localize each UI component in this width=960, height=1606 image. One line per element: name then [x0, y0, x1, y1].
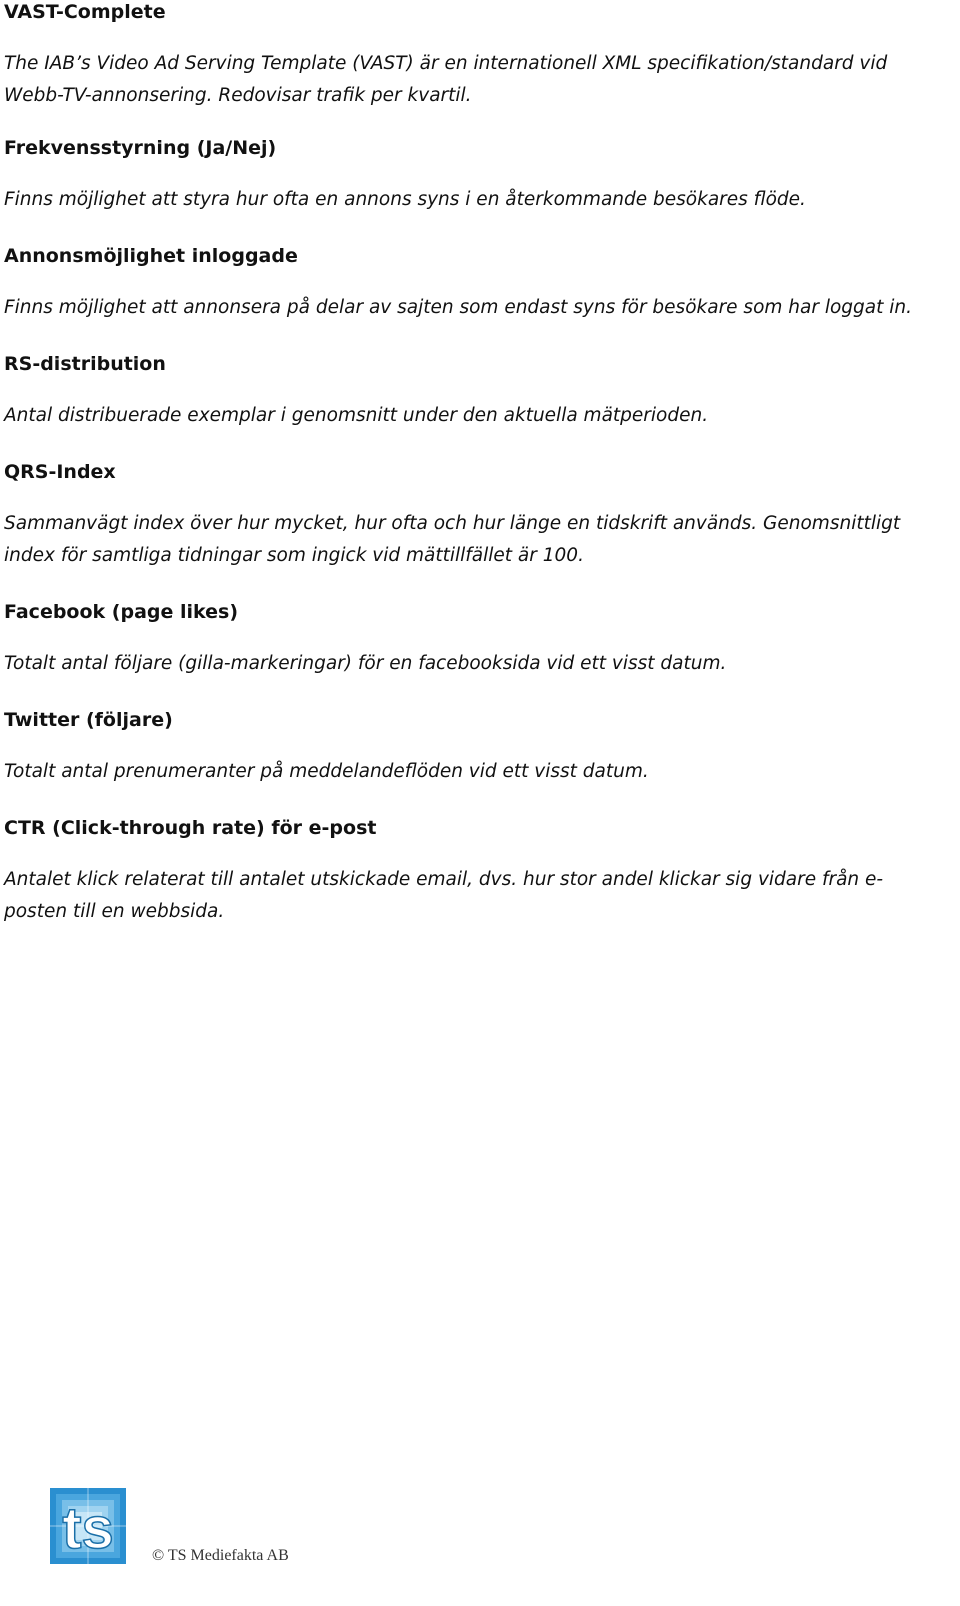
glossary-entry	[4, 816, 944, 928]
entry-definition: Antalet klick relaterat till antalet utskickade email, dvs. hur stor andel klickar sig vidare från e-posten till en webbsida.	[4, 869, 884, 922]
glossary	[4, 0, 944, 928]
entry-term: Annonsmöjlighet inloggade	[4, 245, 298, 267]
entry-definition: Totalt antal följare (gilla-markeringar) för en facebooksida vid ett visst datum.	[4, 653, 727, 674]
glossary-entry	[4, 352, 944, 432]
entry-definition: Finns möjlighet att annonsera på delar av sajten som endast syns för besökare som har loggat in.	[4, 297, 912, 318]
entry-term: VAST-Complete	[4, 1, 166, 23]
glossary-entry	[4, 600, 944, 680]
entry-definition: Antal distribuerade exemplar i genomsnitt under den aktuella mätperioden.	[4, 405, 709, 426]
entry-term: Facebook (page likes)	[4, 601, 239, 623]
entry-definition: Finns möjlighet att styra hur ofta en annons syns i en återkommande besökares flöde.	[4, 189, 806, 210]
entry-term: CTR (Click-through rate) för e-post	[4, 817, 377, 839]
glossary-entry	[4, 244, 944, 324]
glossary-entry	[4, 460, 944, 572]
entry-term: Twitter (följare)	[4, 709, 173, 731]
glossary-entry	[4, 136, 944, 216]
glossary-entry	[4, 0, 944, 112]
copyright-notice: © TS Mediefakta AB	[152, 1547, 289, 1564]
glossary-entry	[4, 708, 944, 788]
entry-term: RS-distribution	[4, 353, 166, 375]
entry-definition: The IAB’s Video Ad Serving Template (VAST) är en internationell XML specifikation/standard vid Webb-TV-annonsering. Redovisar trafik per kvartil.	[4, 53, 888, 106]
ts-logo-icon	[50, 1488, 126, 1564]
entry-term: Frekvensstyrning (Ja/Nej)	[4, 137, 277, 159]
entry-definition: Sammanvägt index över hur mycket, hur ofta och hur länge en tidskrift används. Genomsnittligt index för samtliga tidningar som ingick vid mättillfället är 100.	[4, 513, 901, 566]
entry-definition: Totalt antal prenumeranter på meddelandeflöden vid ett visst datum.	[4, 761, 649, 782]
entry-term: QRS-Index	[4, 461, 116, 483]
logo-lettering: ts	[62, 1496, 114, 1561]
page-footer	[50, 1488, 350, 1568]
